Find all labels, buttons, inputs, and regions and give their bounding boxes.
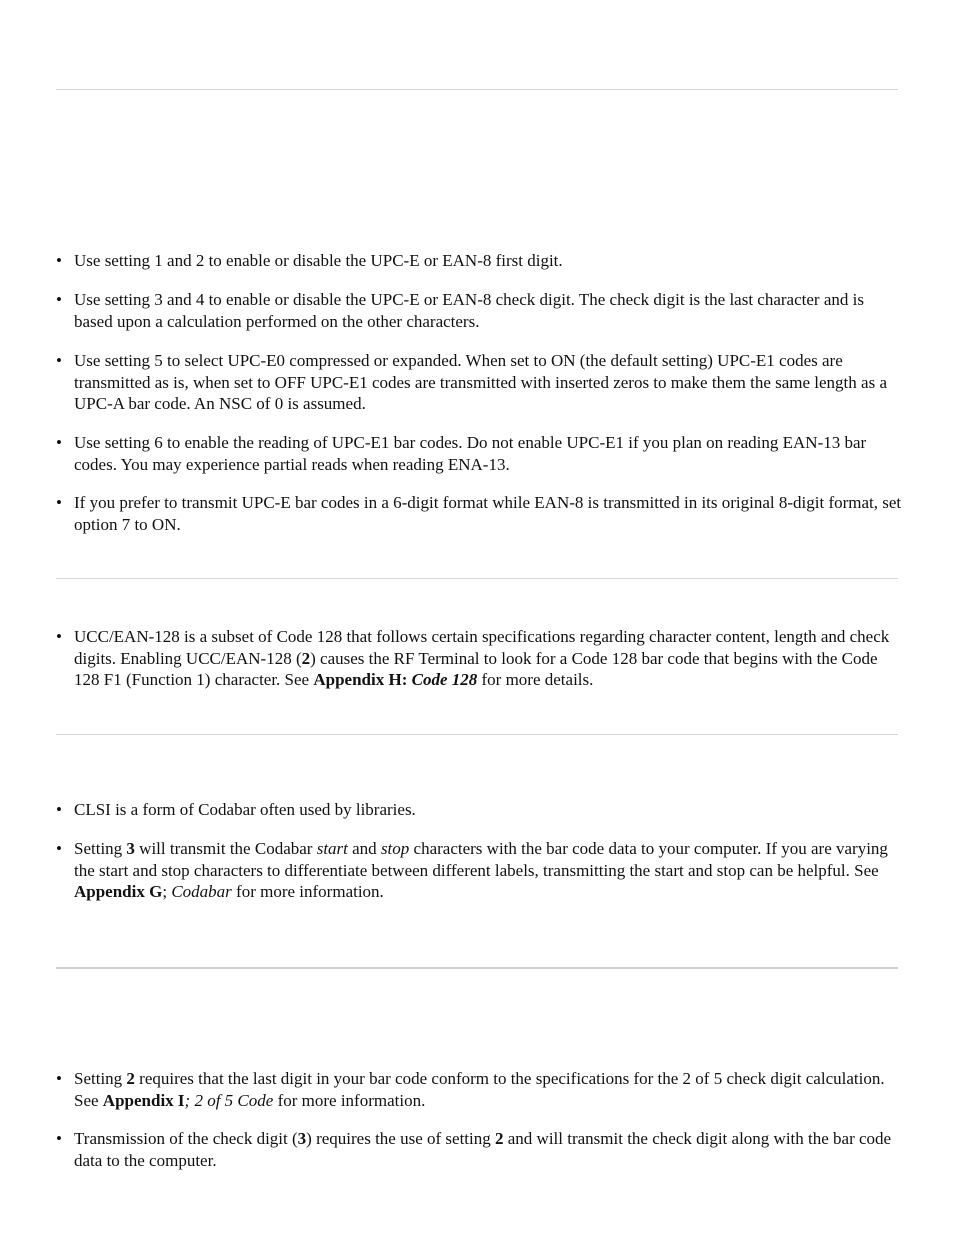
item-text: Use setting 1 and 2 to enable or disable the UPC-E or EAN-8 first digit. [74,251,563,270]
bullet: • [56,1129,62,1148]
list-item [56,1068,902,1111]
item-text: Setting 3 will transmit the Codabar start and stop characters with the bar code data to your computer. If you are varying the start and stop characters to differentiate between different labels, transmitting the start and stop can be helpful. See Appendix G; Codabar for more information. [74,839,888,901]
item-text: UCC/EAN-128 is a subset of Code 128 that follows certain specifications regarding character content, length and check digits. Enabling UCC/EAN-128 (2) causes the RF Terminal to look for a Code 128 bar code that begins with the Code 128 F1 (Function 1) character. See Appendix H: Code 128 for more details. [74,627,890,689]
bullet: • [56,433,62,452]
bullet: • [56,290,62,309]
bullet: • [56,351,62,370]
item-text: Setting 2 requires that the last digit in your bar code conform to the specifications for the 2 of 5 check digit calculation. See Appendix I; 2 of 5 Code for more information. [74,1069,885,1110]
item-text: Transmission of the check digit (3) requires the use of setting 2 and will transmit the check digit along with the bar code data to the computer. [74,1129,892,1170]
list-item [56,289,902,332]
bullet: • [56,1069,62,1088]
appendix-ref: Appendix G [74,882,163,901]
list-item [56,799,902,821]
appendix-ref: Appendix I [102,1090,185,1110]
item-text: If you prefer to transmit UPC-E bar codes in a 6-digit format while EAN-8 is transmitted in its original 8-digit format, set option 7 to ON. [74,493,902,534]
list-item [56,626,902,691]
item-text: Use setting 5 to select UPC-E0 compressed or expanded. When set to ON (the default setting) UPC-E1 codes are transmitted as is, when set to OFF UPC-E1 codes are transmitted with inserted zeros to make them the same length as a UPC-A bar code. An NSC of 0 is assumed. [74,351,887,413]
bullet: • [56,800,62,819]
appendix-ref: Appendix H: [313,670,412,689]
divider-top [56,89,898,90]
list-item [56,838,902,903]
divider [56,967,898,969]
item-text: Use setting 3 and 4 to enable or disable the UPC-E or EAN-8 check digit. The check digit is the last character and is based upon a calculation performed on the other characters. [74,290,864,331]
item-text: Use setting 6 to enable the reading of UPC-E1 bar codes. Do not enable UPC-E1 if you plan on reading EAN-13 bar codes. You may experience partial reads when reading ENA-13. [74,433,867,474]
list-item [56,350,902,415]
bullet: • [56,493,62,512]
divider [56,578,898,579]
list-item [56,432,902,475]
bullet: • [56,251,62,270]
list-item [56,1128,902,1171]
divider [56,734,898,735]
list-item [56,492,902,535]
list-item [56,250,902,272]
item-text: CLSI is a form of Codabar often used by libraries. [74,800,416,819]
bullet: • [56,839,62,858]
bullet: • [56,627,62,646]
